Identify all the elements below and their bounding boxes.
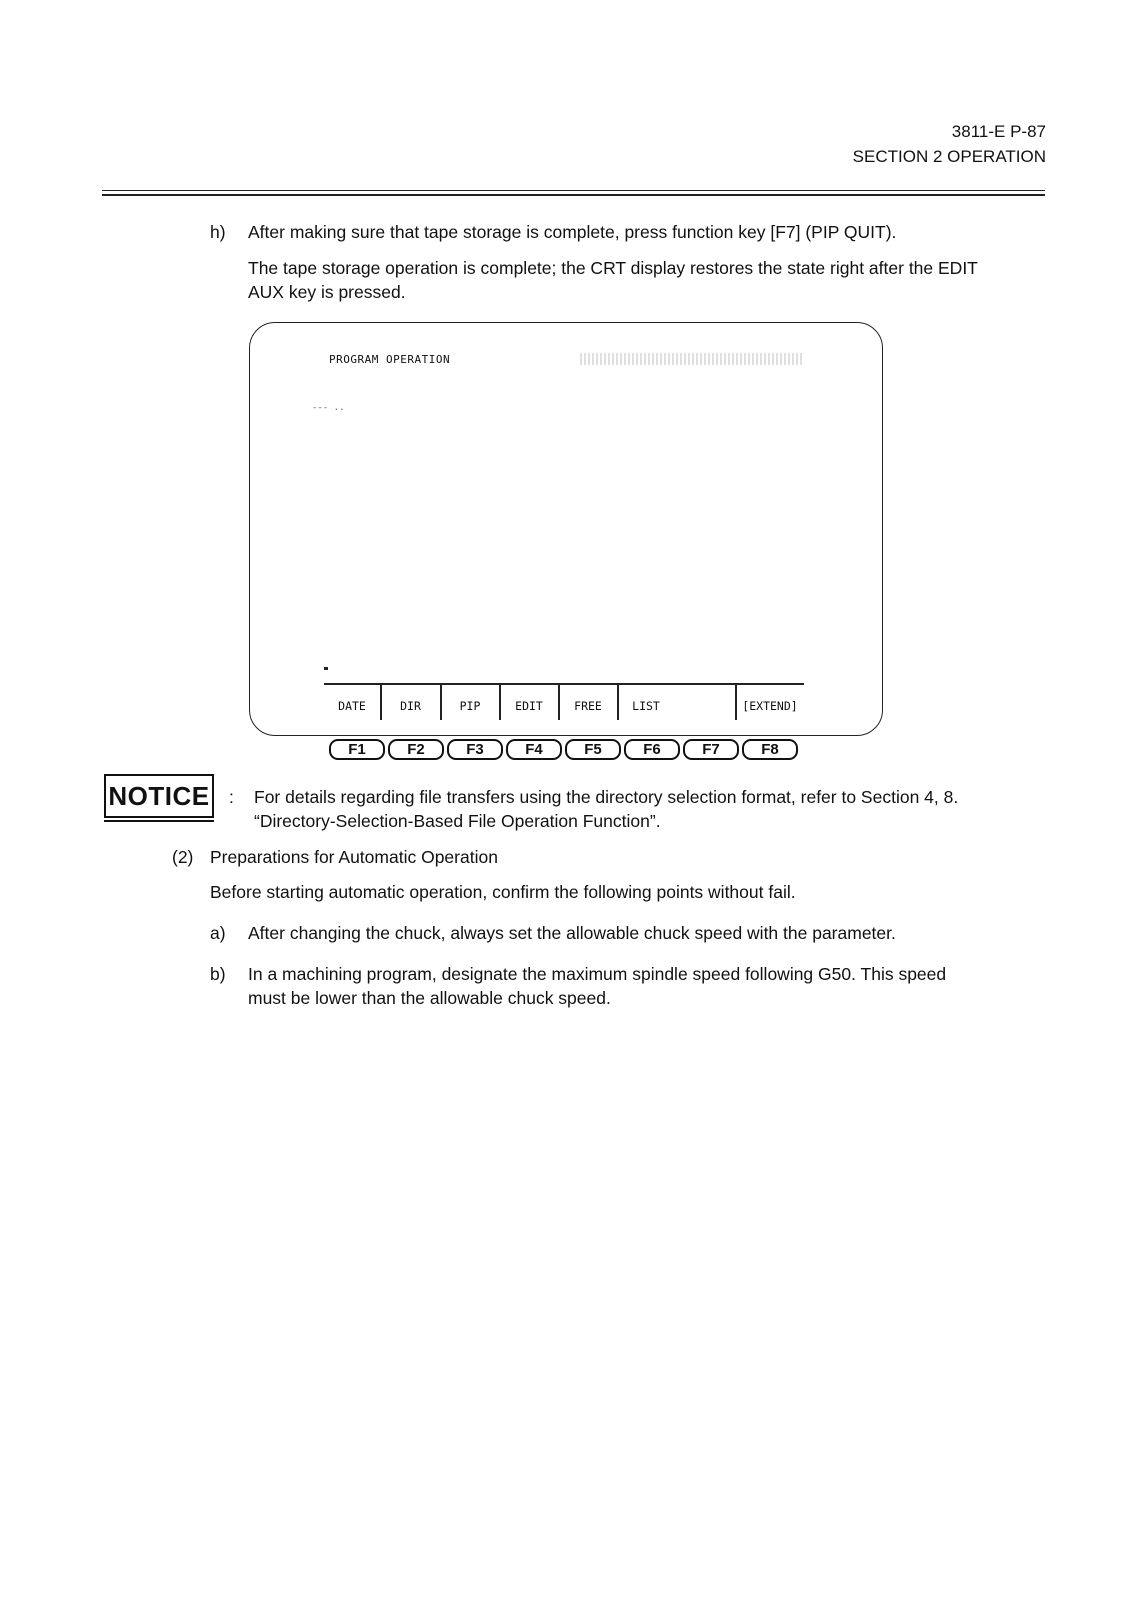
section-2-heading: Preparations for Automatic Operation xyxy=(210,847,498,867)
function-key-f1[interactable]: F1 xyxy=(329,739,385,760)
item-b-line2: must be lower than the allowable chuck speed. xyxy=(248,988,611,1008)
softkey-row xyxy=(324,684,804,720)
softkey-list[interactable]: LIST xyxy=(632,699,660,713)
function-key-row xyxy=(329,739,809,763)
softkey-extend[interactable]: [EXTEND] xyxy=(742,699,798,713)
step-h-marker: h) xyxy=(210,222,226,242)
softkey-date[interactable]: DATE xyxy=(338,699,366,713)
notice-colon: : xyxy=(229,787,234,807)
item-b-marker: b) xyxy=(210,964,226,984)
item-a-marker: a) xyxy=(210,923,226,943)
section-2-intro: Before starting automatic operation, confirm the following points without fail. xyxy=(210,882,796,902)
header-rule-top xyxy=(102,190,1045,191)
function-key-f5[interactable]: F5 xyxy=(565,739,621,760)
softkey-free[interactable]: FREE xyxy=(574,699,602,713)
section-title: SECTION 2 OPERATION xyxy=(852,147,1046,166)
step-h-para-line1: The tape storage operation is complete; the CRT display restores the state right after the EDIT xyxy=(248,258,978,278)
notice-underline xyxy=(104,820,214,822)
section-2-marker: (2) xyxy=(172,847,194,867)
step-h-text: After making sure that tape storage is complete, press function key [F7] (PIP QUIT). xyxy=(248,222,897,242)
crt-dots: --- .. xyxy=(312,403,345,413)
crt-title: PROGRAM OPERATION xyxy=(329,353,451,366)
crt-cursor xyxy=(324,667,328,670)
softkey-pip[interactable]: PIP xyxy=(459,699,481,713)
item-a-text: After changing the chuck, always set the allowable chuck speed with the parameter. xyxy=(248,923,896,943)
crt-noise xyxy=(580,353,802,365)
function-key-f3[interactable]: F3 xyxy=(447,739,503,760)
softkey-dir[interactable]: DIR xyxy=(400,699,421,713)
function-key-f4[interactable]: F4 xyxy=(506,739,562,760)
notice-line1: For details regarding file transfers using the directory selection format, refer to Section 4, 8. xyxy=(254,787,959,807)
page-reference: 3811-E P-87 xyxy=(951,122,1046,141)
notice-label: NOTICE xyxy=(104,774,214,818)
crt-screen xyxy=(249,322,883,736)
notice-line2: “Directory-Selection-Based File Operation Function”. xyxy=(254,811,661,831)
item-b-line1: In a machining program, designate the maximum spindle speed following G50. This speed xyxy=(248,964,947,984)
function-key-f6[interactable]: F6 xyxy=(624,739,680,760)
function-key-f2[interactable]: F2 xyxy=(388,739,444,760)
function-key-f7[interactable]: F7 xyxy=(683,739,739,760)
function-key-f8[interactable]: F8 xyxy=(742,739,798,760)
softkey-empty[interactable] xyxy=(674,684,730,720)
softkey-edit[interactable]: EDIT xyxy=(515,699,543,713)
step-h-para-line2: AUX key is pressed. xyxy=(248,282,406,302)
header-rule-bottom xyxy=(102,194,1045,196)
